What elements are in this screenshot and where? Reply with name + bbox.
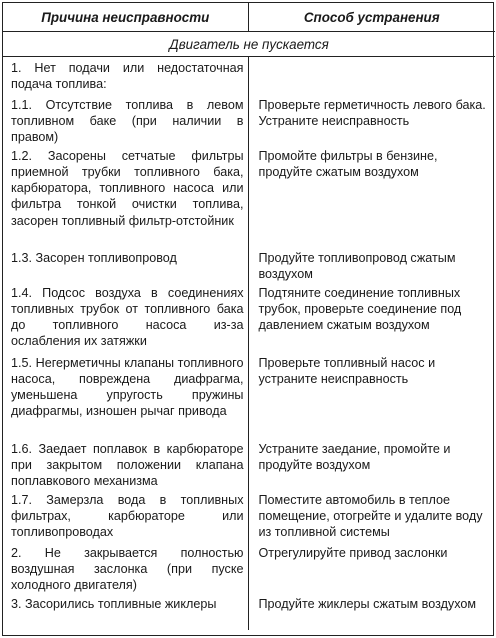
table-row xyxy=(3,57,495,97)
remedy-cell: Подтяните соединение топливных трубок, проверьте соединение под давлением сжатым воздухом xyxy=(248,285,495,355)
header-remedy: Способ устранения xyxy=(248,3,495,32)
cause-cell: 1.4. Подсос воздуха в соединениях топливных трубок от топливного бака до топливного насоса из-за ослабления их затяжки xyxy=(3,285,248,355)
remedy-cell: Промойте фильтры в бензине, продуйте сжатым воздухом xyxy=(248,148,495,250)
cause-cell: 1. Нет подачи или недостаточная подача топлива: xyxy=(3,57,248,97)
table-row xyxy=(3,492,495,545)
remedy-cell: Отрегулируйте привод заслонки xyxy=(248,545,495,596)
remedy-cell: Устраните заедание, промойте и продуйте воздухом xyxy=(248,441,495,492)
section-row xyxy=(3,32,495,57)
cause-cell: 3. Засорились топливные жиклеры xyxy=(3,596,248,630)
table-row xyxy=(3,596,495,630)
cause-cell: 2. Не закрывается полностью воздушная заслонка (при пуске холодного двигателя) xyxy=(3,545,248,596)
remedy-cell: Поместите автомобиль в теплое помещение, отогрейте и удалите воду из топливной системы xyxy=(248,492,495,545)
table-row xyxy=(3,97,495,148)
table-row xyxy=(3,285,495,355)
remedy-cell xyxy=(248,57,495,97)
remedy-cell: Продуйте топливопровод сжатым воздухом xyxy=(248,250,495,285)
cause-cell: 1.2. Засорены сетчатые фильтры приемной трубки топливного бака, карбюратора, топливного насоса или фильтра тонкой очистки топлива, засорен топливный фильтр-отстойник xyxy=(3,148,248,250)
troubleshooting-table-page xyxy=(2,2,494,636)
troubleshooting-table xyxy=(3,3,495,630)
table-row xyxy=(3,545,495,596)
table-row xyxy=(3,441,495,492)
cause-cell: 1.3. Засорен топливопровод xyxy=(3,250,248,285)
cause-cell: 1.7. Замерзла вода в топливных фильтрах, карбюраторе или топливопроводах xyxy=(3,492,248,545)
section-title: Двигатель не пускается xyxy=(3,32,495,57)
header-cause: Причина неисправности xyxy=(3,3,248,32)
remedy-cell: Продуйте жиклеры сжатым воздухом xyxy=(248,596,495,630)
table-row xyxy=(3,148,495,250)
remedy-cell: Проверьте топливный насос и устраните неисправность xyxy=(248,355,495,441)
cause-cell: 1.5. Негерметичны клапаны топливного насоса, повреждена диафрагма, уменьшена упругость пружины диафрагмы, изношен рычаг привода xyxy=(3,355,248,441)
table-row xyxy=(3,250,495,285)
table-row xyxy=(3,355,495,441)
table-header-row xyxy=(3,3,495,32)
remedy-cell: Проверьте герметичность левого бака. Устраните неисправность xyxy=(248,97,495,148)
cause-cell: 1.6. Заедает поплавок в карбюраторе при закрытом положении клапана поплавкового механизма xyxy=(3,441,248,492)
cause-cell: 1.1. Отсутствие топлива в левом топливном баке (при наличии в правом) xyxy=(3,97,248,148)
